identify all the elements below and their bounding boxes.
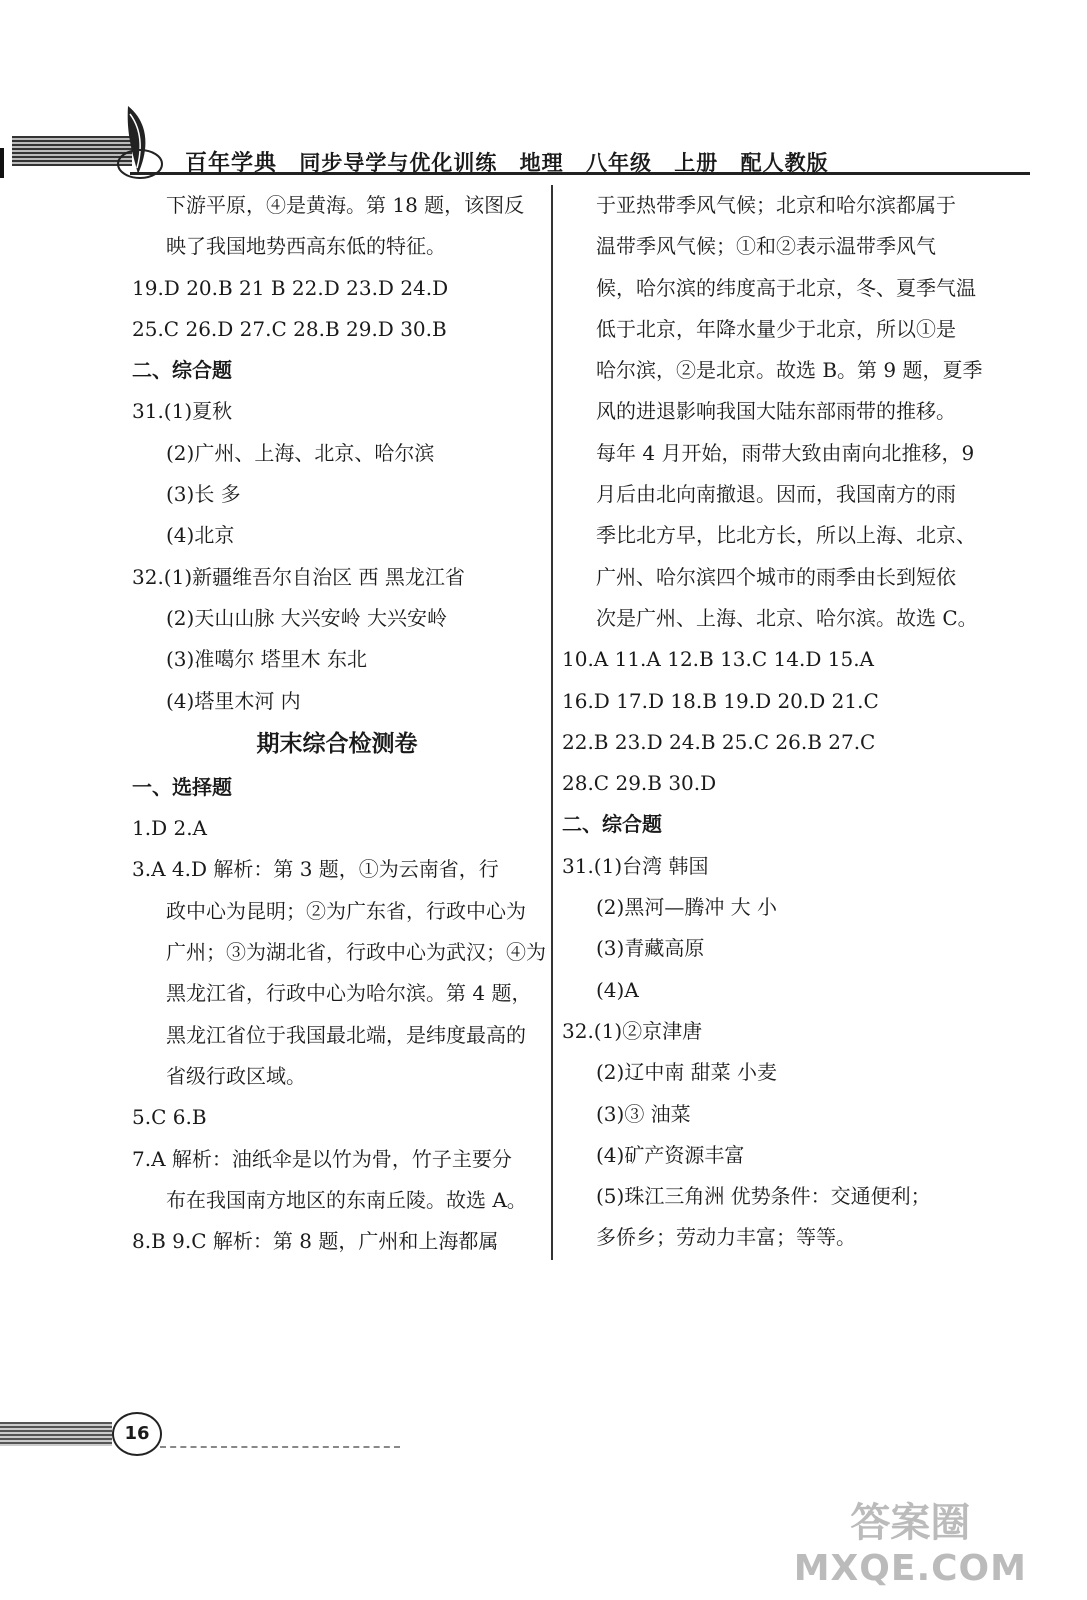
header-edition: 配人教版 xyxy=(740,151,829,175)
quill-pen-icon xyxy=(108,102,168,182)
text-line: 多侨乡；劳动力丰富；等等。 xyxy=(596,1225,856,1250)
left-column xyxy=(132,185,546,1262)
text-line: 28.C 29.B 30.D xyxy=(562,771,717,796)
text-line: (2)广州、上海、北京、哈尔滨 xyxy=(166,440,435,465)
watermark-url: MXQE.COM xyxy=(793,1548,1027,1589)
header-grade: 八年级 xyxy=(585,151,652,175)
text-line: (2)天山山脉 大兴安岭 大兴安岭 xyxy=(166,605,448,630)
section-title: 期末综合检测卷 xyxy=(256,730,418,757)
text-line: 二、综合题 xyxy=(562,812,662,837)
text-line: 16.D 17.D 18.B 19.D 20.D 21.C xyxy=(562,688,879,713)
header-subject: 地理 xyxy=(519,151,564,175)
text-line: 省级行政区域。 xyxy=(166,1063,306,1088)
text-line: 22.B 23.D 24.B 25.C 26.B 27.C xyxy=(562,729,876,754)
text-line: (4)塔里木河 内 xyxy=(166,688,301,713)
text-line: 3.A 4.D 解析：第 3 题，①为云南省，行 xyxy=(132,857,499,882)
text-line: (2)辽中南 甜菜 小麦 xyxy=(596,1060,778,1085)
text-line: 哈尔滨，②是北京。故选 B。第 9 题，夏季 xyxy=(596,358,983,383)
text-line: 32.(1)②京津唐 xyxy=(562,1018,703,1043)
header-edge-mark xyxy=(0,148,4,178)
watermark-logo xyxy=(794,1500,1027,1592)
text-line: (5)珠江三角洲 优势条件：交通便利； xyxy=(596,1184,931,1209)
text-line: (4)矿产资源丰富 xyxy=(596,1142,745,1167)
text-line: (4)A xyxy=(596,977,639,1002)
text-line: 风的进退影响我国大陆东部雨带的推移。 xyxy=(596,399,956,424)
text-line: 季比北方早，比北方长，所以上海、北京、 xyxy=(596,523,976,548)
text-line: 1.D 2.A xyxy=(132,816,207,841)
text-line: (4)北京 xyxy=(166,523,235,548)
text-line: 政中心为昆明；②为广东省，行政中心为 xyxy=(166,898,526,923)
text-line: 下游平原，④是黄海。第 18 题，该图反 xyxy=(166,193,525,217)
text-line: 映了我国地势西高东低的特征。 xyxy=(166,234,446,259)
page-header xyxy=(0,100,1087,180)
text-line: 19.D 20.B 21 B 22.D 23.D 24.D xyxy=(132,275,449,300)
text-line: 32.(1)新疆维吾尔自治区 西 黑龙江省 xyxy=(132,564,465,589)
column-divider xyxy=(551,185,553,1260)
text-line: 月后由北向南撤退。因而，我国南方的雨 xyxy=(596,482,956,507)
text-line: (2)黑河—腾冲 大 小 xyxy=(596,895,778,920)
header-brand: 百年学典 xyxy=(185,151,278,176)
text-line: (3)③ 油菜 xyxy=(596,1101,691,1126)
text-line: 布在我国南方地区的东南丘陵。故选 A。 xyxy=(166,1187,527,1212)
text-line: 31.(1)夏秋 xyxy=(132,399,233,424)
text-line: 二、综合题 xyxy=(132,358,232,383)
text-line: 于亚热带季风气候；北京和哈尔滨都属于 xyxy=(596,193,956,217)
text-line: 黑龙江省，行政中心为哈尔滨。第 4 题， xyxy=(166,981,532,1006)
text-line: 每年 4 月开始，雨带大致由南向北推移，9 xyxy=(596,440,975,465)
text-line: 候，哈尔滨的纬度高于北京，冬、夏季气温 xyxy=(596,275,976,300)
header-title xyxy=(185,146,843,177)
header-volume: 上册 xyxy=(674,151,719,175)
text-line: 31.(1)台湾 韩国 xyxy=(562,853,709,878)
text-line: (3)准噶尔 塔里木 东北 xyxy=(166,647,368,672)
text-line: 次是广州、上海、北京、哈尔滨。故选 C。 xyxy=(596,605,978,630)
header-series: 同步导学与优化训练 xyxy=(299,151,498,175)
text-line: 低于北京，年降水量少于北京，所以①是 xyxy=(596,316,956,341)
text-line: 温带季风气候；①和②表示温带季风气 xyxy=(596,234,936,259)
footer-dashed-rule xyxy=(160,1446,400,1448)
text-line: 8.B 9.C 解析：第 8 题，广州和上海都属 xyxy=(132,1229,499,1254)
text-line: 广州、哈尔滨四个城市的雨季由长到短依 xyxy=(596,564,956,589)
page-number: 16 xyxy=(112,1412,162,1456)
text-line: 广州；③为湖北省，行政中心为武汉；④为 xyxy=(166,940,546,965)
text-line: 10.A 11.A 12.B 13.C 14.D 15.A xyxy=(562,647,874,672)
right-column xyxy=(562,185,982,1259)
text-line: 7.A 解析：油纸伞是以竹为骨，竹子主要分 xyxy=(132,1146,512,1171)
text-line: 5.C 6.B xyxy=(132,1105,207,1130)
watermark-text: 答案圈 xyxy=(850,1500,971,1546)
text-line: 黑龙江省位于我国最北端，是纬度最高的 xyxy=(166,1022,526,1047)
text-line: (3)青藏高原 xyxy=(596,936,705,961)
footer-stripe-decoration xyxy=(0,1422,112,1446)
text-line: 一、选择题 xyxy=(132,774,232,799)
text-line: (3)长 多 xyxy=(166,482,241,507)
text-line: 25.C 26.D 27.C 28.B 29.D 30.B xyxy=(132,316,447,341)
